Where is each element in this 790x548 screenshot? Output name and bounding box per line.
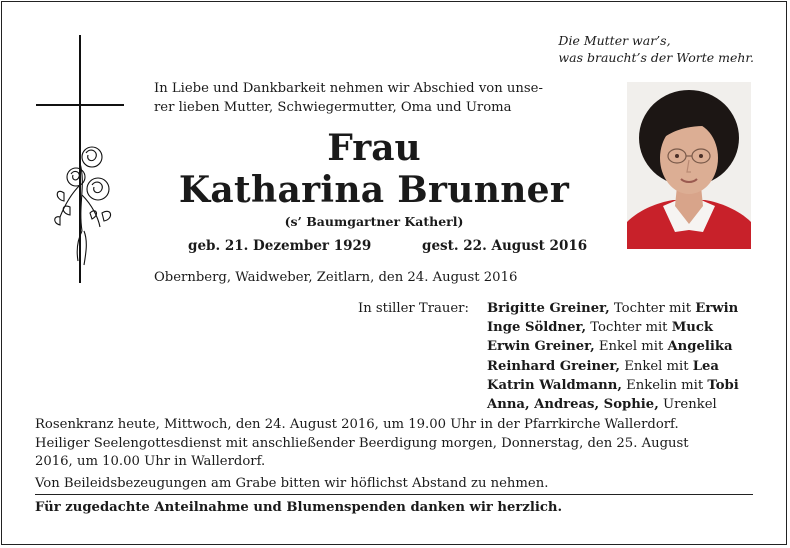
quote-line: Die Mutter war’s, (558, 33, 671, 48)
portrait-photo (627, 82, 751, 249)
intro-line: rer lieben Mutter, Schwiegermutter, Oma und Uroma (154, 100, 512, 115)
funeral-notice (35, 416, 753, 493)
condolence-note: Von Beileidsbezeugungen am Grabe bitten wir höflichst Abstand zu nehmen. (35, 475, 549, 491)
mourner-row (487, 299, 739, 318)
deceased-name: Katharina Brunner (178, 169, 570, 211)
death-date: gest. 22. August 2016 (422, 238, 588, 254)
cross-with-roses-icon (34, 35, 126, 285)
mourner-relation: Enkel mit (594, 339, 668, 355)
salutation: Frau (327, 127, 421, 169)
quote (558, 32, 754, 66)
mourner-name: Brigitte Greiner, (487, 301, 610, 316)
divider (35, 494, 753, 495)
mourner-row (487, 337, 739, 356)
mourner-partner: Lea (692, 358, 719, 374)
mourner-partner: Muck (671, 320, 714, 336)
funeral-line: Rosenkranz heute, Mittwoch, den 24. August 2016, um 19.00 Uhr in der Pfarrkirche Wallerdorf. (35, 417, 679, 432)
mourner-name: Katrin Waldmann, (487, 377, 622, 393)
mourner-relation: Enkelin mit (621, 377, 708, 393)
mourner-name: Erwin Greiner, (487, 339, 595, 355)
mourner-row (487, 318, 739, 337)
mourner-name: Anna, Andreas, Sophie, (487, 397, 659, 413)
mourner-name: Inge Söldner, (487, 320, 587, 336)
place-and-date: Obernberg, Waidweber, Zeitlarn, den 24. August 2016 (154, 270, 518, 285)
funeral-line: 2016, um 10.00 Uhr in Wallerdorf. (35, 454, 266, 470)
mourner-row (487, 395, 739, 414)
intro-text (154, 79, 594, 117)
mourner-partner: Angelika (667, 339, 733, 355)
mourner-name: Reinhard Greiner, (487, 358, 621, 374)
mourner-relation: Tochter mit (586, 320, 672, 336)
mourner-relation: Enkel mit (620, 358, 693, 374)
mourning-label: In stiller Trauer: (358, 301, 469, 316)
intro-line: In Liebe und Dankbarkeit nehmen wir Abschied von unse- (154, 81, 543, 96)
quote-line: was braucht’s der Worte mehr. (558, 50, 754, 65)
birth-date: geb. 21. Dezember 1929 (188, 238, 372, 254)
mourner-partner: Tobi (707, 377, 739, 393)
mourner-relation: Tochter mit (609, 301, 696, 316)
mourner-row (487, 376, 739, 395)
mourner-row (487, 357, 739, 376)
life-dates (188, 238, 587, 254)
mourner-list (487, 299, 739, 414)
thanks-note: Für zugedachte Anteilnahme und Blumenspenden danken wir herzlich. (35, 500, 563, 515)
funeral-line: Heiliger Seelengottesdienst mit anschließender Beerdigung morgen, Donnerstag, den 25. August (35, 435, 689, 451)
deceased-nickname: (s’ Baumgartner Katherl) (284, 214, 464, 229)
mourner-relation: Urenkel (658, 397, 717, 413)
mourner-partner: Erwin (695, 301, 739, 316)
